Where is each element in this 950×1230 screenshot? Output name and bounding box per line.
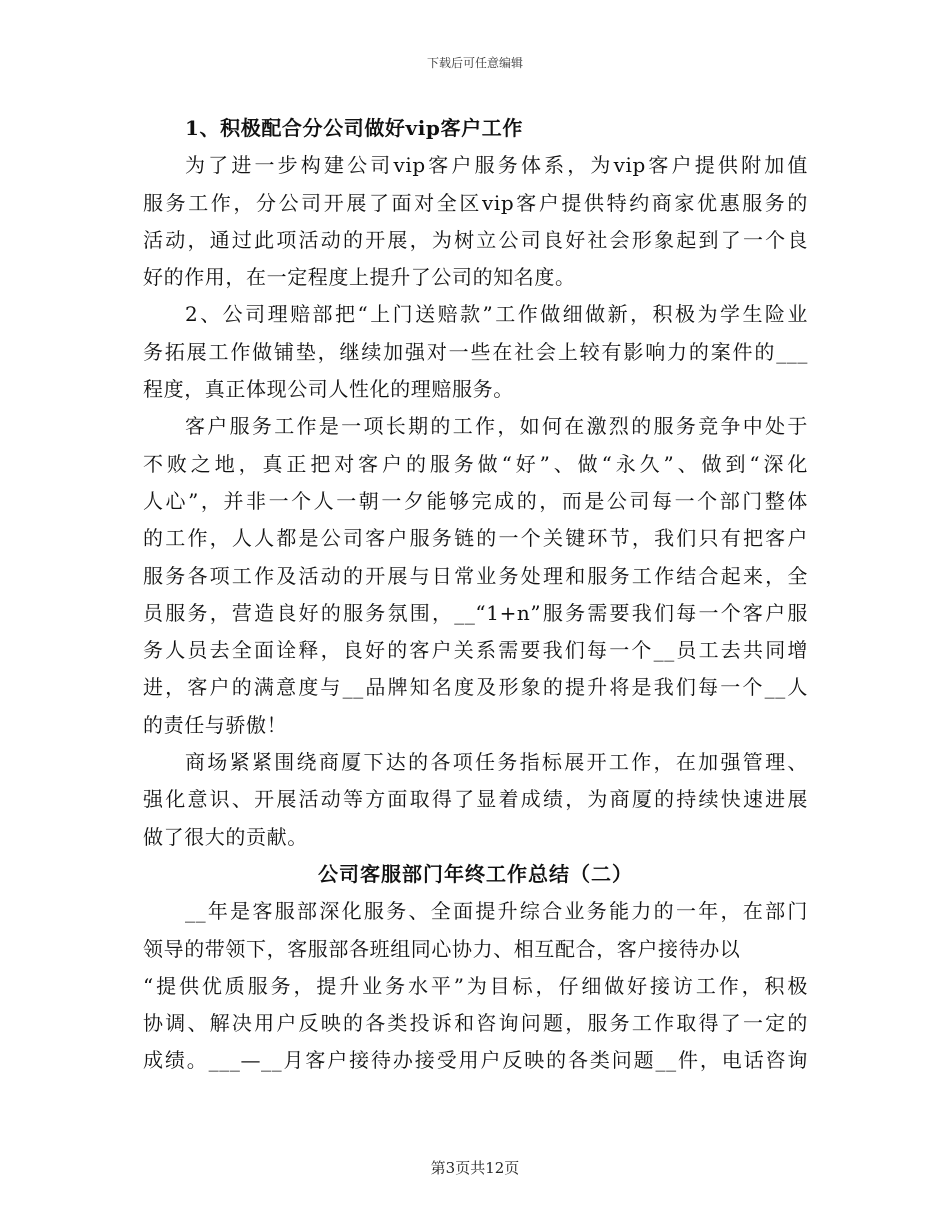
paragraph-line: 协调、解决用户反映的各类投诉和咨询问题，服务工作取得了一定的 xyxy=(143,1011,808,1036)
paragraph-line: 领导的带领下，客服部各班组同心协力、相互配合，客户接待办以 xyxy=(143,936,741,961)
document-title: 公司客服部门年终工作总结（二） xyxy=(318,861,633,886)
paragraph-line: __年是客服部深化服务、全面提升综合业务能力的一年，在部门 xyxy=(185,899,808,924)
paragraph-line: 强化意识、开展活动等方面取得了显着成绩，为商厦的持续快速进展 xyxy=(143,787,808,812)
paragraph-line: 服务工作，分公司开展了面对全区vip客户提供特约商家优惠服务的 xyxy=(143,190,808,215)
paragraph-line: 做了很大的贡献。 xyxy=(143,824,308,849)
paragraph-line: 好的作用，在一定程度上提升了公司的知名度。 xyxy=(143,265,576,290)
paragraph-line: 成绩。___—__月客户接待办接受用户反映的各类问题__件，电话咨询 xyxy=(143,1048,808,1073)
paragraph-line: 务拓展工作做铺垫，继续加强对一些在社会上较有影响力的案件的___ xyxy=(143,339,808,364)
paragraph-line: 为了进一步构建公司vip客户服务体系，为vip客户提供附加值 xyxy=(185,153,808,178)
paragraph-line: 2、公司理赔部把“上门送赔款”工作做细做新，积极为学生险业 xyxy=(185,302,808,327)
paragraph-line: 商场紧紧围绕商厦下达的各项任务指标展开工作，在加强管理、 xyxy=(185,750,808,775)
paragraph-line: 客户服务工作是一项长期的工作，如何在激烈的服务竞争中处于 xyxy=(185,414,808,439)
page-number: 第3页共12页 xyxy=(430,1159,520,1177)
paragraph-line: 进，客户的满意度与__品牌知名度及形象的提升将是我们每一个__人 xyxy=(143,675,808,700)
paragraph-line: 活动，通过此项活动的开展，为树立公司良好社会形象起到了一个良 xyxy=(143,227,808,252)
paragraph-line: 不败之地，真正把对客户的服务做“好”、做“永久”、做到“深化 xyxy=(143,451,808,476)
paragraph-line: 的工作，人人都是公司客户服务链的一个关键环节，我们只有把客户 xyxy=(143,526,808,551)
paragraph-line: “提供优质服务，提升业务水平”为目标，仔细做好接访工作，积极 xyxy=(143,973,808,998)
paragraph-line: 人心”，并非一个人一朝一夕能够完成的，而是公司每一个部门整体 xyxy=(143,488,808,513)
paragraph-line: 的责任与骄傲！ xyxy=(143,712,288,737)
paragraph-line: 员服务，营造良好的服务氛围，__“1+n”服务需要我们每一个客户服 xyxy=(143,600,808,625)
paragraph-line: 服务各项工作及活动的开展与日常业务处理和服务工作结合起来，全 xyxy=(143,563,808,588)
paragraph-line: 务人员去全面诠释，良好的客户关系需要我们每一个__员工去共同增 xyxy=(143,638,808,663)
page-header: 下载后可任意编辑 xyxy=(426,56,523,70)
document-body xyxy=(143,110,808,1080)
paragraph-line: 程度，真正体现公司人性化的理赔服务。 xyxy=(143,377,514,402)
section-heading: 1、积极配合分公司做好vip客户工作 xyxy=(185,116,523,140)
